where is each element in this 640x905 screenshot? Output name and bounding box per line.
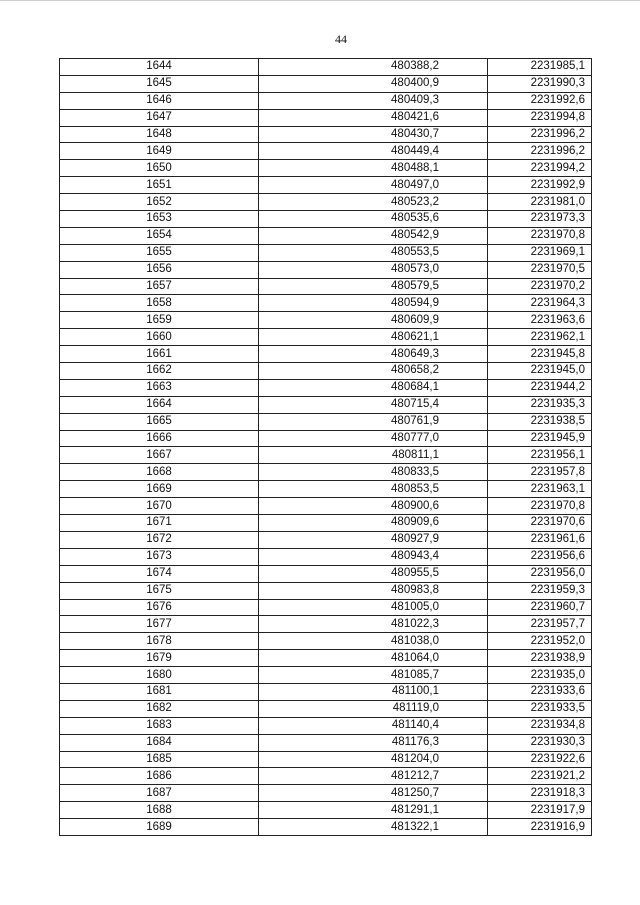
x-coordinate-cell: 480684,1 (259, 379, 488, 396)
x-coordinate-cell: 481064,0 (259, 650, 488, 667)
y-coordinate-cell: 2231934,8 (488, 717, 592, 734)
table-row (60, 244, 592, 261)
y-coordinate-cell: 2231945,9 (488, 430, 592, 447)
point-number-cell: 1685 (60, 751, 259, 768)
y-coordinate-cell: 2231930,3 (488, 734, 592, 751)
point-number-cell: 1653 (60, 211, 259, 228)
point-number-cell: 1683 (60, 717, 259, 734)
x-coordinate-cell: 480955,5 (259, 565, 488, 582)
y-coordinate-cell: 2231922,6 (488, 751, 592, 768)
page-number: 44 (335, 32, 347, 46)
table-row (60, 683, 592, 700)
table-row (60, 802, 592, 819)
table-row (60, 498, 592, 515)
table-row (60, 211, 592, 228)
point-number-cell: 1646 (60, 92, 259, 109)
table-row (60, 396, 592, 413)
y-coordinate-cell: 2231959,3 (488, 582, 592, 599)
x-coordinate-cell: 480594,9 (259, 295, 488, 312)
point-number-cell: 1682 (60, 700, 259, 717)
x-coordinate-cell: 480609,9 (259, 312, 488, 329)
point-number-cell: 1657 (60, 278, 259, 295)
y-coordinate-cell: 2231969,1 (488, 244, 592, 261)
x-coordinate-cell: 480430,7 (259, 126, 488, 143)
y-coordinate-cell: 2231996,2 (488, 143, 592, 160)
point-number-cell: 1654 (60, 227, 259, 244)
point-number-cell: 1644 (60, 59, 259, 76)
table-row (60, 227, 592, 244)
table-row (60, 109, 592, 126)
y-coordinate-cell: 2231960,7 (488, 599, 592, 616)
y-coordinate-cell: 2231952,0 (488, 633, 592, 650)
y-coordinate-cell: 2231957,7 (488, 616, 592, 633)
table-row (60, 599, 592, 616)
table-row (60, 700, 592, 717)
point-number-cell: 1661 (60, 346, 259, 363)
table-row (60, 126, 592, 143)
x-coordinate-cell: 481140,4 (259, 717, 488, 734)
x-coordinate-cell: 480811,1 (259, 447, 488, 464)
y-coordinate-cell: 2231933,5 (488, 700, 592, 717)
y-coordinate-cell: 2231944,2 (488, 379, 592, 396)
table-row (60, 278, 592, 295)
x-coordinate-cell: 480853,5 (259, 481, 488, 498)
x-coordinate-cell: 480573,0 (259, 261, 488, 278)
y-coordinate-cell: 2231921,2 (488, 768, 592, 785)
y-coordinate-cell: 2231963,6 (488, 312, 592, 329)
y-coordinate-cell: 2231916,9 (488, 819, 592, 836)
point-number-cell: 1671 (60, 515, 259, 532)
y-coordinate-cell: 2231918,3 (488, 785, 592, 802)
page-top-edge (0, 0, 640, 1)
point-number-cell: 1655 (60, 244, 259, 261)
table-row (60, 430, 592, 447)
x-coordinate-cell: 480658,2 (259, 363, 488, 380)
y-coordinate-cell: 2231992,9 (488, 177, 592, 194)
table-row (60, 329, 592, 346)
table-row (60, 565, 592, 582)
table-row (60, 295, 592, 312)
point-number-cell: 1678 (60, 633, 259, 650)
point-number-cell: 1662 (60, 363, 259, 380)
table-row (60, 633, 592, 650)
point-number-cell: 1684 (60, 734, 259, 751)
coordinates-table (59, 58, 592, 836)
y-coordinate-cell: 2231990,3 (488, 75, 592, 92)
y-coordinate-cell: 2231994,2 (488, 160, 592, 177)
x-coordinate-cell: 480983,8 (259, 582, 488, 599)
point-number-cell: 1673 (60, 548, 259, 565)
x-coordinate-cell: 481291,1 (259, 802, 488, 819)
table-row (60, 548, 592, 565)
point-number-cell: 1664 (60, 396, 259, 413)
x-coordinate-cell: 481119,0 (259, 700, 488, 717)
x-coordinate-cell: 480497,0 (259, 177, 488, 194)
x-coordinate-cell: 480488,1 (259, 160, 488, 177)
table-row (60, 177, 592, 194)
y-coordinate-cell: 2231970,2 (488, 278, 592, 295)
y-coordinate-cell: 2231996,2 (488, 126, 592, 143)
table-row (60, 582, 592, 599)
point-number-cell: 1660 (60, 329, 259, 346)
x-coordinate-cell: 480927,9 (259, 531, 488, 548)
table-row (60, 734, 592, 751)
x-coordinate-cell: 480535,6 (259, 211, 488, 228)
table-row (60, 363, 592, 380)
point-number-cell: 1680 (60, 667, 259, 684)
table-row (60, 379, 592, 396)
point-number-cell: 1652 (60, 194, 259, 211)
point-number-cell: 1656 (60, 261, 259, 278)
point-number-cell: 1667 (60, 447, 259, 464)
point-number-cell: 1670 (60, 498, 259, 515)
table-row (60, 768, 592, 785)
table-row (60, 717, 592, 734)
x-coordinate-cell: 481204,0 (259, 751, 488, 768)
x-coordinate-cell: 480909,6 (259, 515, 488, 532)
point-number-cell: 1650 (60, 160, 259, 177)
x-coordinate-cell: 480579,5 (259, 278, 488, 295)
point-number-cell: 1663 (60, 379, 259, 396)
x-coordinate-cell: 480421,6 (259, 109, 488, 126)
table-row (60, 447, 592, 464)
point-number-cell: 1658 (60, 295, 259, 312)
point-number-cell: 1679 (60, 650, 259, 667)
table-row (60, 515, 592, 532)
x-coordinate-cell: 480943,4 (259, 548, 488, 565)
x-coordinate-cell: 480621,1 (259, 329, 488, 346)
x-coordinate-cell: 481005,0 (259, 599, 488, 616)
point-number-cell: 1668 (60, 464, 259, 481)
point-number-cell: 1672 (60, 531, 259, 548)
table-row (60, 667, 592, 684)
x-coordinate-cell: 480649,3 (259, 346, 488, 363)
table-row (60, 143, 592, 160)
x-coordinate-cell: 481322,1 (259, 819, 488, 836)
y-coordinate-cell: 2231970,8 (488, 227, 592, 244)
table-row (60, 92, 592, 109)
x-coordinate-cell: 480553,5 (259, 244, 488, 261)
point-number-cell: 1647 (60, 109, 259, 126)
y-coordinate-cell: 2231973,3 (488, 211, 592, 228)
y-coordinate-cell: 2231957,8 (488, 464, 592, 481)
x-coordinate-cell: 480409,3 (259, 92, 488, 109)
table-row (60, 59, 592, 76)
y-coordinate-cell: 2231963,1 (488, 481, 592, 498)
point-number-cell: 1686 (60, 768, 259, 785)
y-coordinate-cell: 2231961,6 (488, 531, 592, 548)
y-coordinate-cell: 2231956,1 (488, 447, 592, 464)
table-row (60, 464, 592, 481)
table-row (60, 75, 592, 92)
x-coordinate-cell: 480777,0 (259, 430, 488, 447)
x-coordinate-cell: 480388,2 (259, 59, 488, 76)
y-coordinate-cell: 2231970,5 (488, 261, 592, 278)
point-number-cell: 1669 (60, 481, 259, 498)
point-number-cell: 1677 (60, 616, 259, 633)
point-number-cell: 1659 (60, 312, 259, 329)
point-number-cell: 1675 (60, 582, 259, 599)
x-coordinate-cell: 481176,3 (259, 734, 488, 751)
table-row (60, 616, 592, 633)
x-coordinate-cell: 480761,9 (259, 413, 488, 430)
y-coordinate-cell: 2231962,1 (488, 329, 592, 346)
table-row (60, 650, 592, 667)
x-coordinate-cell: 480833,5 (259, 464, 488, 481)
y-coordinate-cell: 2231945,8 (488, 346, 592, 363)
y-coordinate-cell: 2231956,0 (488, 565, 592, 582)
coordinates-table-body (60, 59, 592, 836)
x-coordinate-cell: 480523,2 (259, 194, 488, 211)
point-number-cell: 1666 (60, 430, 259, 447)
y-coordinate-cell: 2231917,9 (488, 802, 592, 819)
y-coordinate-cell: 2231964,3 (488, 295, 592, 312)
y-coordinate-cell: 2231933,6 (488, 683, 592, 700)
table-row (60, 531, 592, 548)
x-coordinate-cell: 480449,4 (259, 143, 488, 160)
y-coordinate-cell: 2231956,6 (488, 548, 592, 565)
point-number-cell: 1674 (60, 565, 259, 582)
y-coordinate-cell: 2231970,6 (488, 515, 592, 532)
x-coordinate-cell: 480542,9 (259, 227, 488, 244)
point-number-cell: 1651 (60, 177, 259, 194)
table-row (60, 261, 592, 278)
table-row (60, 160, 592, 177)
x-coordinate-cell: 480715,4 (259, 396, 488, 413)
table-row (60, 413, 592, 430)
table-row (60, 785, 592, 802)
x-coordinate-cell: 481212,7 (259, 768, 488, 785)
point-number-cell: 1665 (60, 413, 259, 430)
x-coordinate-cell: 481100,1 (259, 683, 488, 700)
y-coordinate-cell: 2231938,9 (488, 650, 592, 667)
point-number-cell: 1688 (60, 802, 259, 819)
y-coordinate-cell: 2231992,6 (488, 92, 592, 109)
y-coordinate-cell: 2231945,0 (488, 363, 592, 380)
y-coordinate-cell: 2231970,8 (488, 498, 592, 515)
point-number-cell: 1648 (60, 126, 259, 143)
y-coordinate-cell: 2231985,1 (488, 59, 592, 76)
table-row (60, 312, 592, 329)
x-coordinate-cell: 481085,7 (259, 667, 488, 684)
x-coordinate-cell: 480900,6 (259, 498, 488, 515)
y-coordinate-cell: 2231935,3 (488, 396, 592, 413)
table-row (60, 751, 592, 768)
y-coordinate-cell: 2231981,0 (488, 194, 592, 211)
y-coordinate-cell: 2231935,0 (488, 667, 592, 684)
table-row (60, 194, 592, 211)
x-coordinate-cell: 480400,9 (259, 75, 488, 92)
y-coordinate-cell: 2231994,8 (488, 109, 592, 126)
x-coordinate-cell: 481022,3 (259, 616, 488, 633)
y-coordinate-cell: 2231938,5 (488, 413, 592, 430)
point-number-cell: 1681 (60, 683, 259, 700)
point-number-cell: 1687 (60, 785, 259, 802)
point-number-cell: 1689 (60, 819, 259, 836)
point-number-cell: 1645 (60, 75, 259, 92)
x-coordinate-cell: 481038,0 (259, 633, 488, 650)
point-number-cell: 1649 (60, 143, 259, 160)
table-row (60, 481, 592, 498)
x-coordinate-cell: 481250,7 (259, 785, 488, 802)
table-row (60, 346, 592, 363)
table-row (60, 819, 592, 836)
point-number-cell: 1676 (60, 599, 259, 616)
